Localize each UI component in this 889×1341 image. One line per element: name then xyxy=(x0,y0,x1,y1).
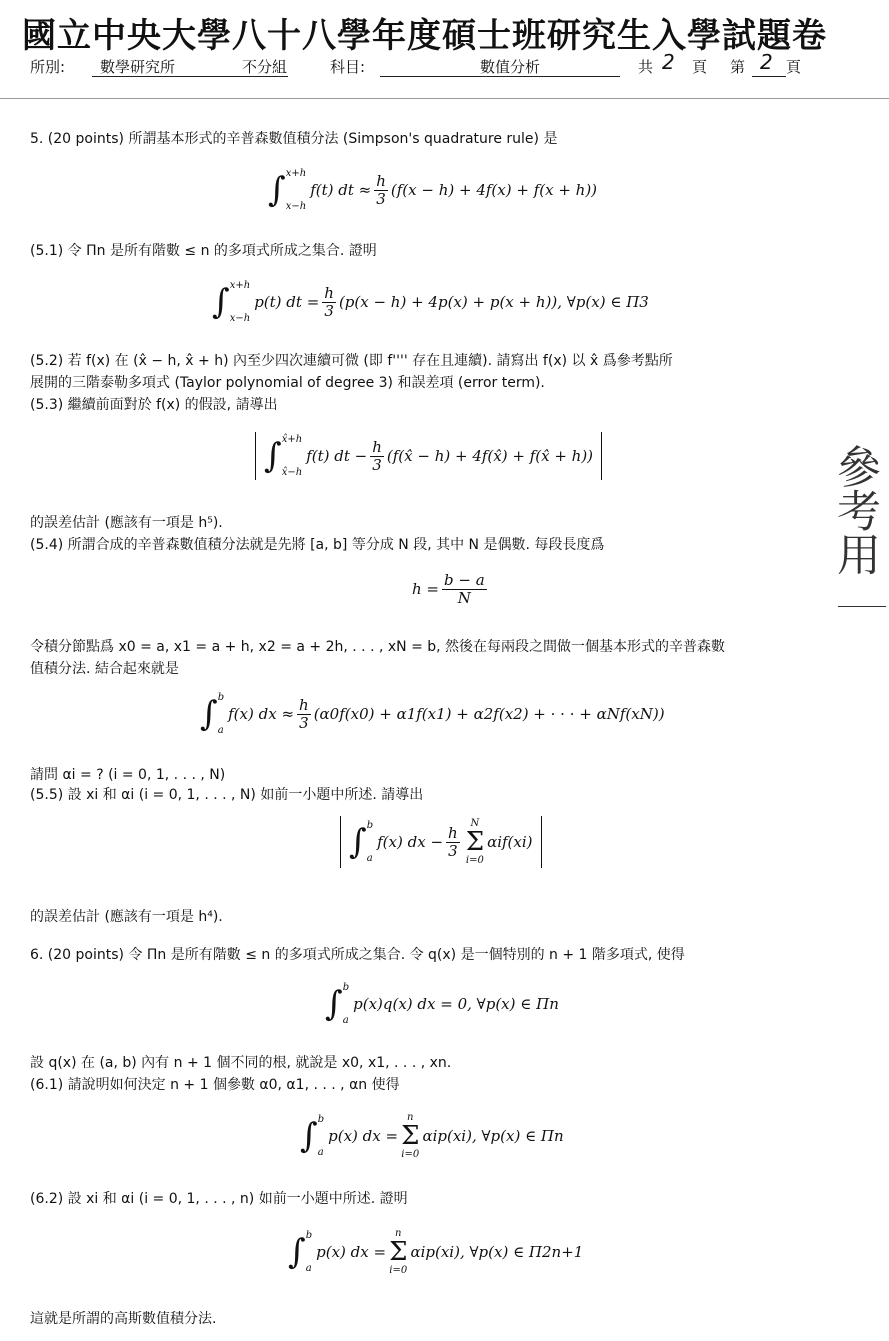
group-value: 不分組 xyxy=(242,58,288,76)
integral-sign: ∫ xyxy=(288,1232,306,1272)
page-word-1: 頁 xyxy=(692,58,708,76)
page-number: 2 xyxy=(760,50,773,74)
q5-2-line1: (5.2) 若 f(x) 在 (x̂ − h, x̂ + h) 內至少四次連續可微 (即 f'''' 存在且連續). 請寫出 f(x) 以 x̂ 爲參考點所 xyxy=(30,353,673,369)
eq-orth: ∫ b a p(x)q(x) dx = 0, ∀p(x) ∈ Πn xyxy=(325,982,559,1026)
eq-5-3: ∫ x̂+h x̂−h f(t) dt − $\frac{h}{3}$ (f(x̂ − h) + 4f(x̂) + f(x̂ + h)) xyxy=(255,432,602,480)
q5-2-line2: 展開的三階泰勒多項式 (Taylor polynomial of degree 3) 和誤差項 (error term). xyxy=(30,375,545,391)
reference-stamp: 參考用 xyxy=(829,444,880,576)
eq-5-4: ∫ b a f(x) dx ≈ $\frac{h}{3}$ (α0f(x0) + α1f(x1) + α2f(x2) + · · · + αNf(xN)) xyxy=(200,692,665,736)
eq-simpson: ∫ x+h x−h f(t) dt ≈ $\frac{h}{3}$ (f(x − h) + 4f(x) + f(x + h)) xyxy=(268,168,598,212)
q5-5-after: 的誤差估計 (應該有一項是 h⁴). xyxy=(30,909,223,925)
q5-4-line3: 值積分法. 結合起來就是 xyxy=(30,661,179,677)
eq-6-2: ∫ b a p(x) dx = n Σ i=0 αip(xi), ∀p(x) ∈ Π2n+1 xyxy=(288,1228,584,1276)
dept-label: 所別: xyxy=(30,58,66,76)
integral-sign: ∫ xyxy=(349,822,367,862)
eq-6-1: ∫ b a p(x) dx = n Σ i=0 αip(xi), ∀p(x) ∈ Πn xyxy=(300,1112,564,1160)
q5-4-text: (5.4) 所謂合成的辛普森數值積分法就是先將 [a, b] 等分成 N 段, 其中 N 是偶數. 每段長度爲 xyxy=(30,537,605,553)
subject-value: 數值分析 xyxy=(480,58,541,76)
subject-label: 科目: xyxy=(330,58,366,76)
integral-sign: ∫ xyxy=(212,282,230,322)
stamp-underline xyxy=(838,606,886,607)
q5-3-after: 的誤差估計 (應該有一項是 h⁵). xyxy=(30,515,223,531)
integral-sign: ∫ xyxy=(200,694,218,734)
page-prefix: 第 xyxy=(730,58,746,76)
q5-intro: 5. (20 points) 所謂基本形式的辛普森數值積分法 (Simpson's quadrature rule) 是 xyxy=(30,131,558,147)
integral-sign: ∫ xyxy=(264,436,282,476)
q6-1-text: (6.1) 請說明如何決定 n + 1 個參數 α0, α1, . . . , αn 使得 xyxy=(30,1077,400,1093)
dept-underline xyxy=(92,76,288,77)
integral-sign: ∫ xyxy=(268,170,286,210)
subject-underline xyxy=(380,76,620,77)
q5-5-text: (5.5) 設 xi 和 αi (i = 0, 1, . . . , N) 如前一小題中所述. 請導出 xyxy=(30,787,424,803)
q6-2-text: (6.2) 設 xi 和 αi (i = 0, 1, . . . , n) 如前一小題中所述. 證明 xyxy=(30,1191,408,1207)
integral-sign: ∫ xyxy=(300,1116,318,1156)
q5-4-ask: 請問 αi = ? (i = 0, 1, . . . , N) xyxy=(30,767,226,783)
summation-sign: n Σ i=0 xyxy=(389,1228,408,1276)
q5-4-line2: 令積分節點爲 x0 = a, x1 = a + h, x2 = a + 2h, . . . , xN = b, 然後在每兩段之間做一個基本形式的辛普森數 xyxy=(30,639,726,655)
eq-5-1: ∫ x+h x−h p(t) dt = $\frac{h}{3}$ (p(x − h) + 4p(x) + p(x + h)), ∀p(x) ∈ Π3 xyxy=(212,280,649,324)
dept-value: 數學研究所 xyxy=(100,58,176,76)
integral-sign: ∫ xyxy=(325,984,343,1024)
q5-3-text: (5.3) 繼續前面對於 f(x) 的假設, 請導出 xyxy=(30,397,278,413)
q6-closing: 這就是所謂的高斯數值積分法. xyxy=(30,1311,217,1327)
total-prefix: 共 xyxy=(638,58,654,76)
eq-5-5: ∫ b a f(x) dx − $\frac{h}{3}$ N Σ i=0 αif(xi) xyxy=(340,816,542,868)
q5-1-text: (5.1) 令 Πn 是所有階數 ≤ n 的多項式所成之集合. 證明 xyxy=(30,243,377,259)
summation-sign: n Σ i=0 xyxy=(401,1112,420,1160)
summation-sign: N Σ i=0 xyxy=(465,818,485,866)
page-underline xyxy=(752,76,786,77)
exam-title: 國立中央大學八十八學年度碩士班研究生入學試題卷 xyxy=(22,16,827,56)
total-pages: 2 xyxy=(662,50,675,74)
eq-h: h = $\frac{b - a}{N}$ xyxy=(412,571,485,607)
q6-intro: 6. (20 points) 令 Πn 是所有階數 ≤ n 的多項式所成之集合. 令 q(x) 是一個特別的 n + 1 階多項式, 使得 xyxy=(30,947,685,963)
page-word-2: 頁 xyxy=(786,58,802,76)
q6-roots: 設 q(x) 在 (a, b) 內有 n + 1 個不同的根, 就說是 x0, x1, . . . , xn. xyxy=(30,1055,452,1071)
header-rule xyxy=(0,98,889,99)
